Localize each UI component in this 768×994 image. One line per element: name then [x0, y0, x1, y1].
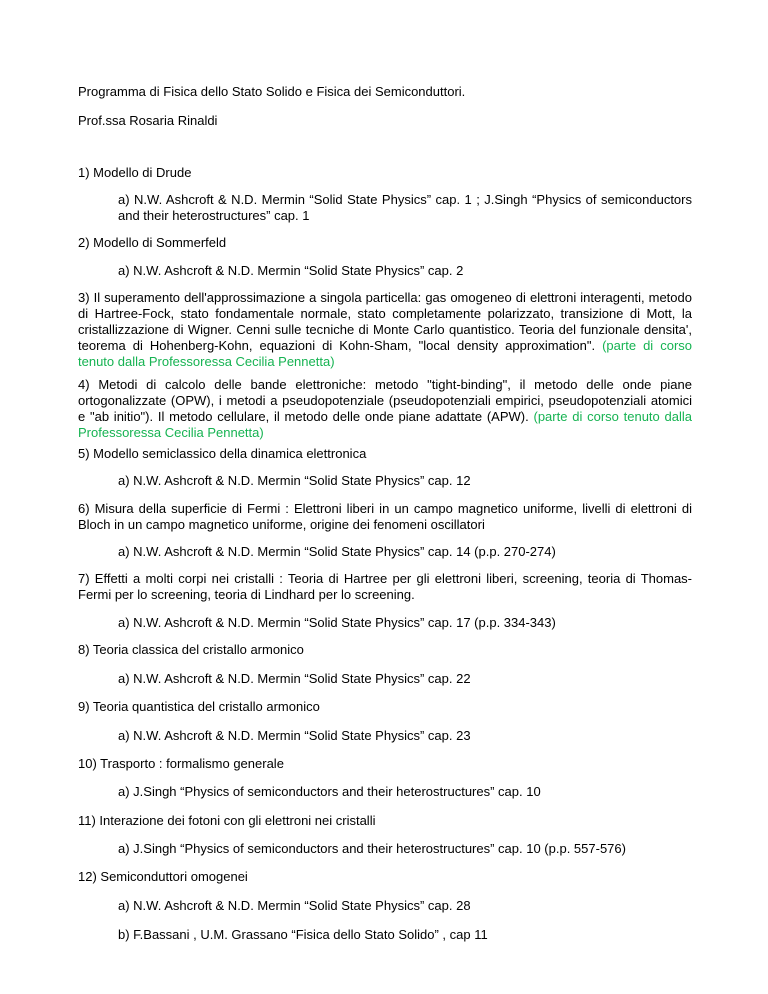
section-4-text: 4) Metodi di calcolo delle bande elettroniche: metodo "tight-binding", il metodo delle onde piane ortogonalizzate (OPW), i metodi a pseudopotenziale (pseudopotenziali empirici, pseudopotenziali atomici e "ab initio"). Il metodo cellulare, il metodo delle onde piane adattate (APW).	[78, 377, 692, 424]
section-2-heading: 2) Modello di Sommerfeld	[78, 235, 227, 250]
section-4-paragraph	[78, 377, 692, 441]
section-11-reference-a: a) J.Singh “Physics of semiconductors and their heterostructures” cap. 10 (p.p. 557-576)	[118, 841, 626, 856]
section-6-reference-a: a) N.W. Ashcroft & N.D. Mermin “Solid State Physics” cap. 14 (p.p. 270-274)	[118, 544, 556, 559]
section-1-reference-a: a) N.W. Ashcroft & N.D. Mermin “Solid State Physics” cap. 1 ; J.Singh “Physics of semiconductors and their heterostructures” cap. 1	[118, 192, 692, 223]
section-8-reference-a: a) N.W. Ashcroft & N.D. Mermin “Solid State Physics” cap. 22	[118, 671, 471, 686]
section-2-reference-a: a) N.W. Ashcroft & N.D. Mermin “Solid State Physics” cap. 2	[118, 263, 464, 278]
professor-name: Prof.ssa Rosaria Rinaldi	[78, 113, 218, 128]
section-9-reference-a: a) N.W. Ashcroft & N.D. Mermin “Solid State Physics” cap. 23	[118, 728, 471, 743]
section-6-paragraph: 6) Misura della superficie di Fermi : Elettroni liberi in un campo magnetico uniforme, livelli di elettroni di Bloch in un campo magnetico uniforme, origine dei fenomeni oscillatori	[78, 501, 692, 532]
section-10-heading: 10) Trasporto : formalismo generale	[78, 756, 284, 771]
section-4-lecturer-note: (parte di corso tenuto dalla Professoressa Cecilia Pennetta)	[78, 409, 692, 440]
section-1-heading: 1) Modello di Drude	[78, 165, 192, 180]
section-5-reference-a: a) N.W. Ashcroft & N.D. Mermin “Solid State Physics” cap. 12	[118, 473, 471, 488]
document-title: Programma di Fisica dello Stato Solido e Fisica dei Semiconduttori.	[78, 84, 466, 99]
section-5-heading: 5) Modello semiclassico della dinamica elettronica	[78, 446, 367, 461]
section-8-heading: 8) Teoria classica del cristallo armonico	[78, 642, 304, 657]
section-10-reference-a: a) J.Singh “Physics of semiconductors and their heterostructures” cap. 10	[118, 784, 541, 799]
section-12-reference-b: b) F.Bassani , U.M. Grassano “Fisica dello Stato Solido” , cap 11	[118, 927, 488, 942]
section-12-reference-a: a) N.W. Ashcroft & N.D. Mermin “Solid State Physics” cap. 28	[118, 898, 471, 913]
section-3-text: 3) Il superamento dell'approssimazione a singola particella: gas omogeneo di elettroni interagenti, metodo di Hartree-Fock, stato fondamentale normale, stato completamente polarizzato, transizione di Mott, la cristallizzazione di Wigner. Cenni sulle tecniche di Monte Carlo quantistico. Teoria del funzionale densita', teorema di Hohenberg-Kohn, equazioni di Kohn-Sham, "local density approximation".	[78, 290, 692, 353]
section-11-heading: 11) Interazione dei fotoni con gli elettroni nei cristalli	[78, 813, 376, 828]
section-9-heading: 9) Teoria quantistica del cristallo armonico	[78, 699, 320, 714]
section-7-reference-a: a) N.W. Ashcroft & N.D. Mermin “Solid State Physics” cap. 17 (p.p. 334-343)	[118, 615, 556, 630]
section-7-paragraph: 7) Effetti a molti corpi nei cristalli : Teoria di Hartree per gli elettroni liberi, screening, teoria di Thomas-Fermi per lo screening, teoria di Lindhard per lo screening.	[78, 571, 692, 602]
section-3-paragraph	[78, 290, 692, 370]
section-3-lecturer-note: (parte di corso tenuto dalla Professoressa Cecilia Pennetta)	[78, 338, 692, 369]
section-12-heading: 12) Semiconduttori omogenei	[78, 869, 248, 884]
